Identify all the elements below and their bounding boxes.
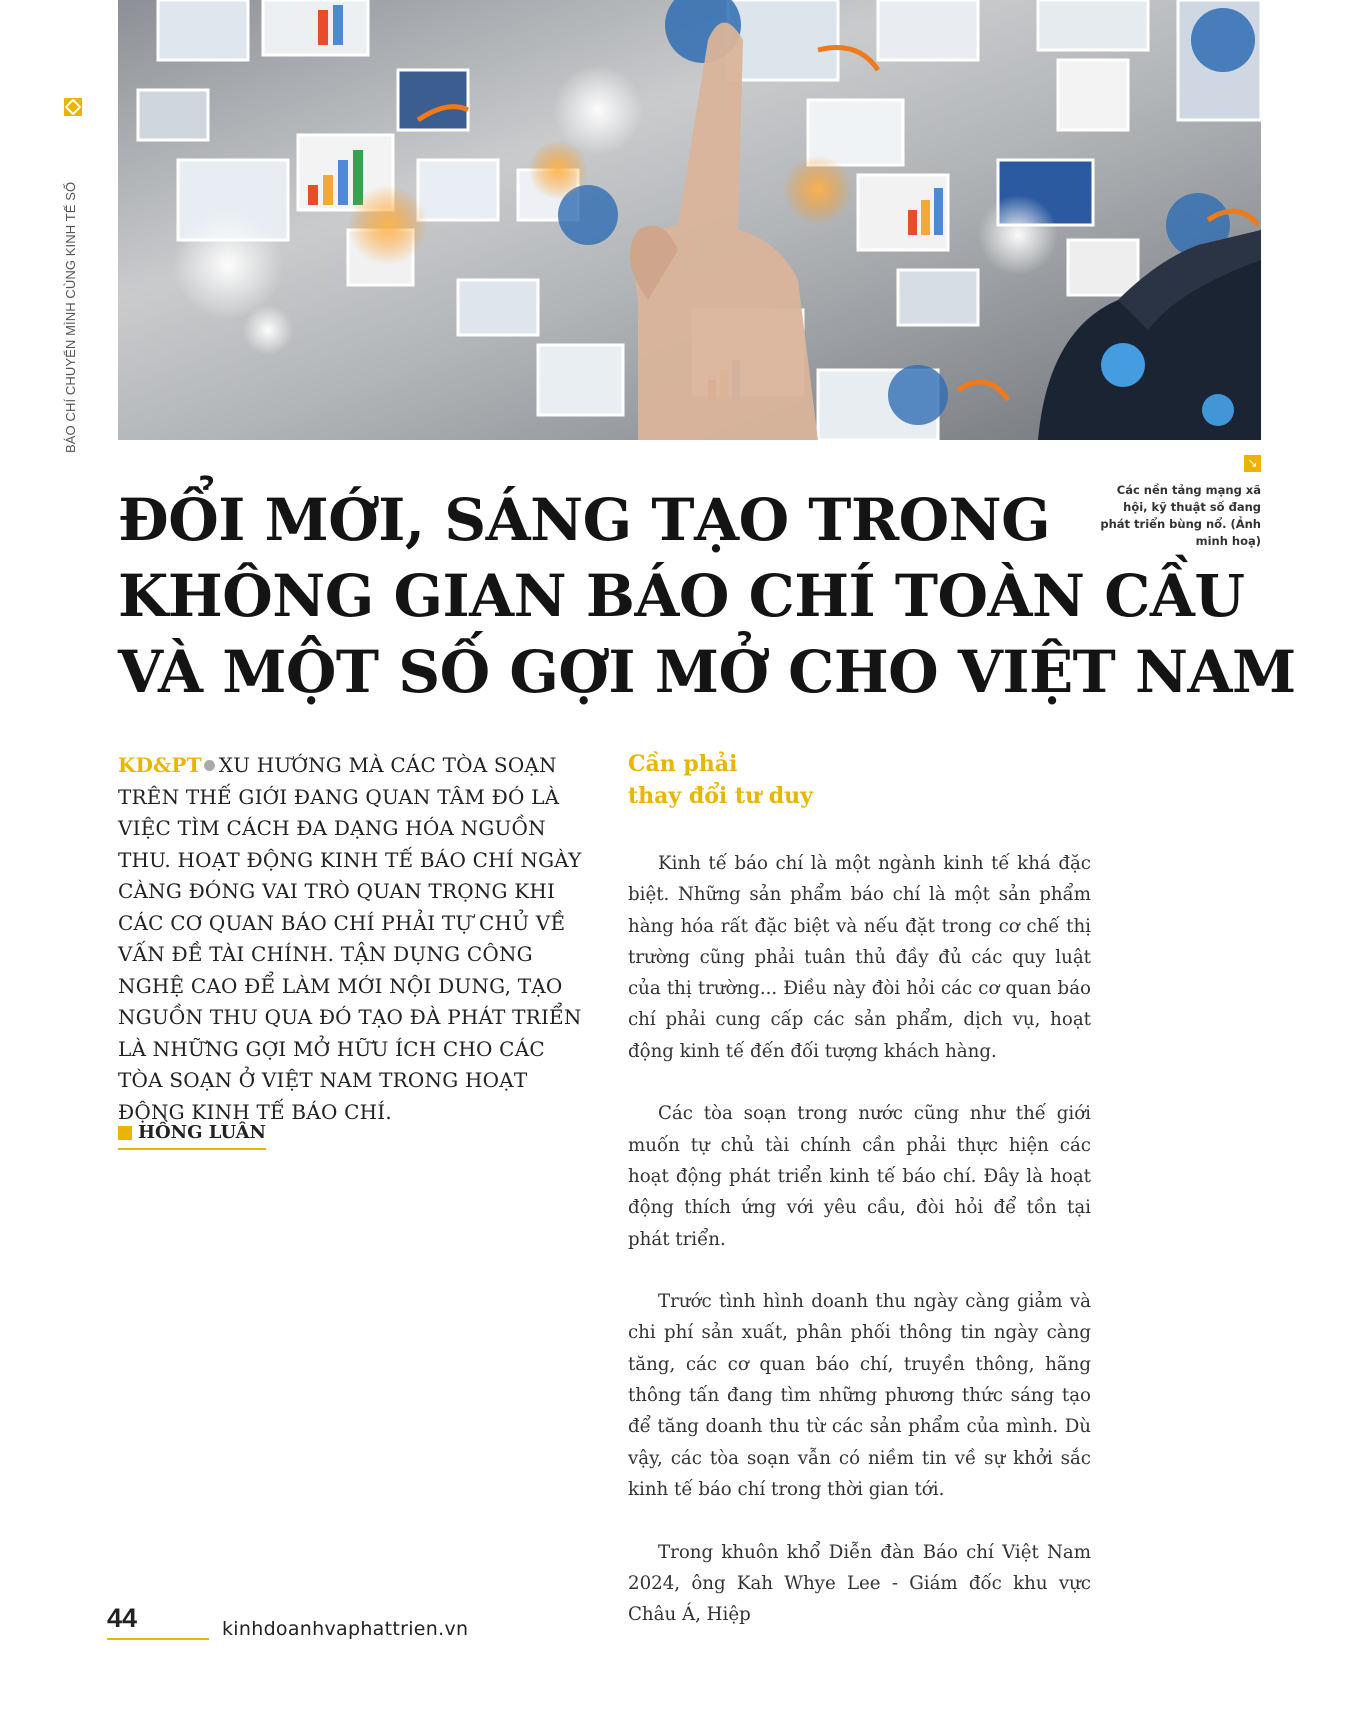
hero-illustration <box>118 0 1261 440</box>
lead-text: XU HƯỚNG MÀ CÁC TÒA SOẠN TRÊN THẾ GIỚI ĐANG QUAN TÂM ĐÓ LÀ VIỆC TÌM CÁCH ĐA DẠNG HÓA NGUỒN THU. HOẠT ĐỘNG KINH TẾ BÁO CHÍ NGÀY CÀNG ĐÓNG VAI TRÒ QUAN TRỌNG KHI CÁC CƠ QUAN BÁO CHÍ PHẢI TỰ CHỦ VỀ VẤN ĐỀ TÀI CHÍNH. TẬN DỤNG CÔNG NGHỆ CAO ĐỂ LÀM MỚI NỘI DUNG, TẠO NGUỒN THU QUA ĐÓ TẠO ĐÀ PHÁT TRIỂN LÀ NHỮNG GỢI MỞ HỮU ÍCH CHO CÁC TÒA SOẠN Ở VIỆT NAM TRONG HOẠT ĐỘNG KINH TẾ BÁO CHÍ. <box>118 753 582 1124</box>
footer-divider <box>107 1638 209 1640</box>
article-body <box>628 848 1091 1662</box>
website-url: kinhdoanhvaphattrien.vn <box>222 1618 469 1640</box>
body-paragraph-3: Trước tình hình doanh thu ngày càng giảm và chi phí sản xuất, phân phối thông tin ngày càng tăng, các cơ quan báo chí, truyền thông, hãng thông tấn đang tìm những phương thức sáng tạo để tăng doanh thu từ các sản phẩm của mình. Dù vậy, các tòa soạn vẫn có niềm tin về sự khởi sắc kinh tế báo chí trong thời gian tới. <box>628 1291 1091 1500</box>
bullet-dot-icon <box>204 760 215 771</box>
body-paragraph-2: Các tòa soạn trong nước cũng như thế giới muốn tự chủ tài chính cần phải thực hiện các hoạt động phát triển kinh tế báo chí. Đây là hoạt động thích ứng với yêu cầu, đòi hỏi để tồn tại phát triển. <box>628 1103 1091 1250</box>
section-label <box>62 98 82 453</box>
subhead-line-2: thay đổi tư duy <box>628 783 813 809</box>
title-line-3: VÀ MỘT SỐ GỢI MỞ CHO VIỆT NAM <box>118 638 1296 706</box>
title-line-1: ĐỔI MỚI, SÁNG TẠO TRONG <box>118 486 1051 554</box>
section-label-text: BÁO CHÍ CHUYỂN MÌNH CÙNG KINH TẾ SỐ <box>63 181 78 453</box>
article-lead <box>118 750 588 1128</box>
pen-icon <box>118 1126 132 1140</box>
photo-caption: Các nền tảng mạng xã hội, kỹ thuật số đang phát triển bùng nổ. (Ảnh minh hoạ) <box>1100 483 1261 548</box>
author-name: HỒNG LUÂN <box>138 1122 267 1143</box>
section-icon <box>64 98 82 116</box>
author-byline <box>118 1122 266 1150</box>
hero-photo <box>118 0 1261 440</box>
arrow-down-right-icon: ↘ <box>1244 455 1261 472</box>
publication-tag: KD&PT <box>118 753 202 777</box>
body-paragraph-1: Kinh tế báo chí là một ngành kinh tế khá đặc biệt. Những sản phẩm báo chí là một sản phẩm hàng hóa rất đặc biệt và nếu đặt trong cơ chế thị trường cũng phải tuân thủ đầy đủ các quy luật của thị trường... Điều này đòi hỏi các cơ quan báo chí phải cung cấp các sản phẩm, dịch vụ, hoạt động kinh tế đến đối tượng khách hàng. <box>628 853 1091 1062</box>
section-subhead <box>628 748 928 812</box>
title-line-2: KHÔNG GIAN BÁO CHÍ TOÀN CẦU <box>118 562 1245 630</box>
body-paragraph-4: Trong khuôn khổ Diễn đàn Báo chí Việt Nam 2024, ông Kah Whye Lee - Giám đốc khu vực Châu Á, Hiệp <box>628 1541 1091 1626</box>
page-number: 44 <box>107 1603 138 1633</box>
hand-silhouette <box>630 23 818 441</box>
subhead-line-1: Cần phải <box>628 751 738 777</box>
